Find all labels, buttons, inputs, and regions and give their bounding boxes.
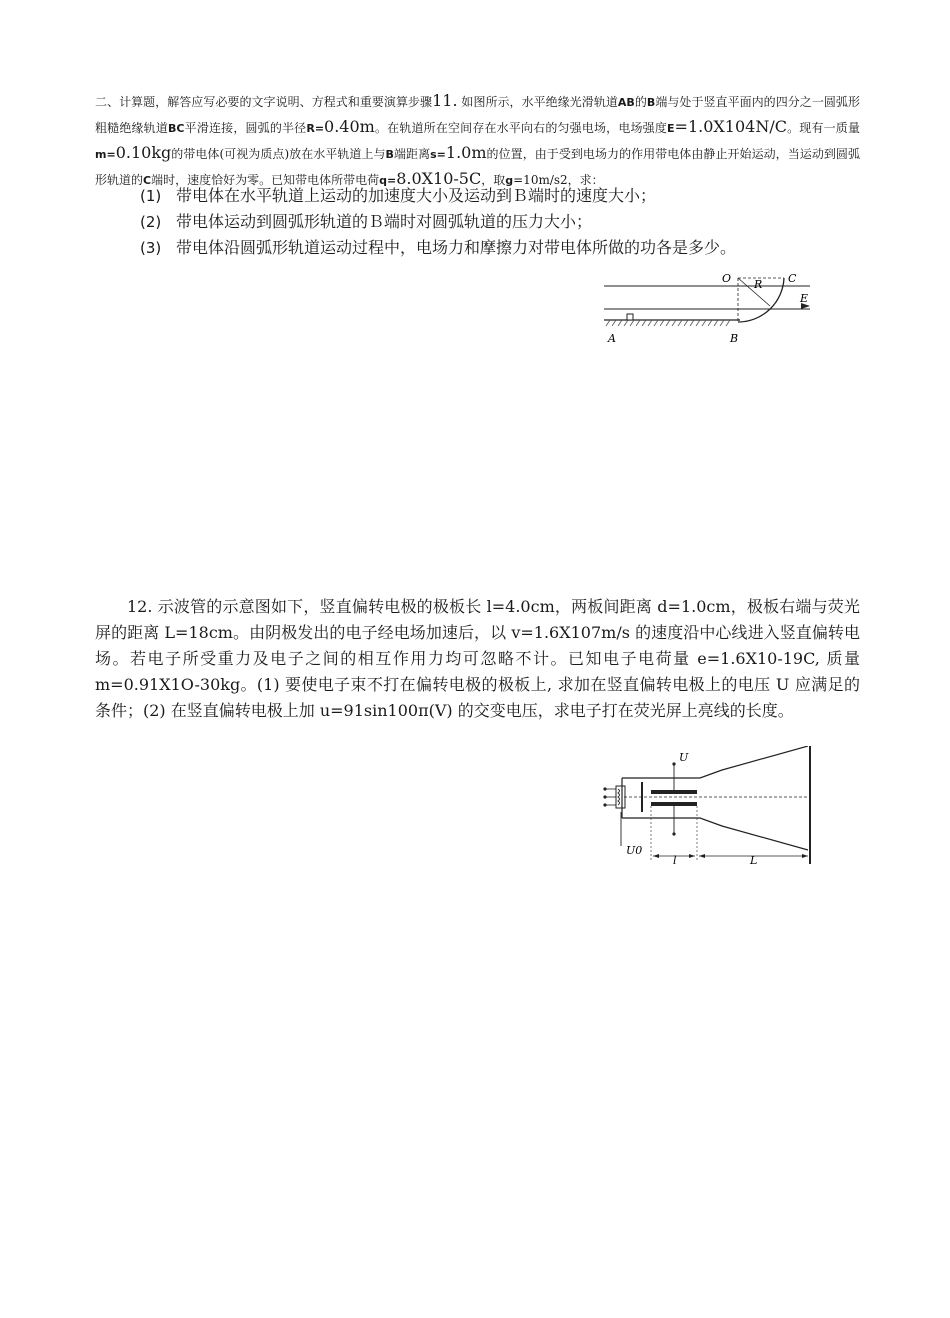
label-R-fig: R xyxy=(754,278,763,291)
value-q: 8.0X10-5C xyxy=(396,169,482,188)
label-C: C xyxy=(143,174,152,187)
value-E: =1.0X104N/C xyxy=(674,117,787,136)
label-AB: AB xyxy=(617,96,635,109)
question-item xyxy=(140,235,860,261)
text-segment: 。现有一质量 xyxy=(786,121,860,135)
label-A-fig: A xyxy=(608,332,616,345)
problem-11-questions xyxy=(140,183,860,261)
label-E-fig: E xyxy=(800,292,809,305)
label-U0: U0 xyxy=(626,844,643,857)
track-diagram xyxy=(600,266,820,348)
value-m: 0.10kg xyxy=(115,143,172,162)
question-item xyxy=(140,209,860,235)
label-E: E xyxy=(667,122,675,135)
problem-12-text: 12. 示波管的示意图如下，竖直偏转电极的极板长 l=4.0cm，两板间距离 d=1.0cm，极板右端与荧光屏的距离 L=18cm。由阴极发出的电子经电场加速后，以 v=1.6X107m/s 的速度沿中心线进入竖直偏转电场。若电子所受重力及电子之间的相互作用力均可忽略不计。已知电子电荷量 e=1.6X10-19C, 质量 m=0.91X1O-30kg。(1) 要使电子束不打在偏转电极的极板上, 求加在竖直偏转电极上的电压 U 应满足的条件；(2) 在竖直偏转电极上加 u=91sin100π(V) 的交变电压，求电子打在荧光屏上亮线的长度。 xyxy=(95,597,860,720)
oscilloscope-diagram xyxy=(600,746,820,870)
question-text: 带电体在水平轨道上运动的加速度大小及运动到Ｂ端时的速度大小； xyxy=(176,186,657,205)
value-g: =10m/s2 xyxy=(513,173,568,187)
label-l: l xyxy=(673,854,677,867)
label-R: R= xyxy=(306,122,325,135)
label-B: B xyxy=(385,148,394,161)
problem-11-statement xyxy=(95,89,860,193)
text-segment: ，求： xyxy=(567,173,604,187)
upper-plate xyxy=(651,790,697,794)
label-B-fig: B xyxy=(730,332,739,345)
label-U: U xyxy=(679,751,689,764)
text-segment: ，取 xyxy=(481,173,506,187)
text-segment: 。在轨道所在空间存在水平向右的匀强电场，电场强度 xyxy=(374,121,668,135)
text-segment: 如图所示，水平绝缘光滑轨道 xyxy=(461,95,618,109)
text-segment: 端距离 xyxy=(393,147,431,161)
label-q: q= xyxy=(379,174,397,187)
text-segment: 的 xyxy=(634,95,647,109)
section-heading: 二、计算题，解答应写必要的文字说明、方程式和重要演算步骤 xyxy=(95,95,433,109)
label-s: s= xyxy=(430,148,446,161)
text-segment: 的带电体(可视为质点)放在水平轨道上与 xyxy=(171,147,386,161)
label-O: O xyxy=(722,272,732,285)
label-g: g xyxy=(505,174,514,187)
problem-12-statement xyxy=(95,594,860,724)
label-L: L xyxy=(750,854,758,867)
question-text: 带电体沿圆弧形轨道运动过程中，电场力和摩擦力对带电体所做的功各是多少。 xyxy=(176,238,737,257)
value-R: 0.40m xyxy=(324,117,375,136)
lower-plate xyxy=(651,802,697,806)
label-BC: BC xyxy=(168,122,185,135)
question-number: (1) xyxy=(140,187,162,205)
value-s: 1.0m xyxy=(445,143,487,162)
charged-body xyxy=(627,314,633,320)
text-segment: 端时，速度恰好为零。已知带电体所带电荷 xyxy=(151,173,380,187)
question-number: (2) xyxy=(140,213,162,231)
label-C-fig: C xyxy=(788,272,797,285)
label-m: m= xyxy=(95,148,116,161)
text-segment: 的位置，由于受到电场力的作用带电体由静止开始运动，当运动到圆弧形轨道的 xyxy=(95,147,860,187)
text-segment: 端与处于竖直平面内的四分之一圆弧形粗糙绝缘轨道 xyxy=(95,95,860,135)
problem-number: 11. xyxy=(432,91,458,110)
question-number: (3) xyxy=(140,239,162,257)
text-segment: 平滑连接，圆弧的半径 xyxy=(184,121,307,135)
label-B: B xyxy=(646,96,656,109)
question-text: 带电体运动到圆弧形轨道的Ｂ端时对圆弧轨道的压力大小； xyxy=(176,212,593,231)
question-item xyxy=(140,183,860,209)
